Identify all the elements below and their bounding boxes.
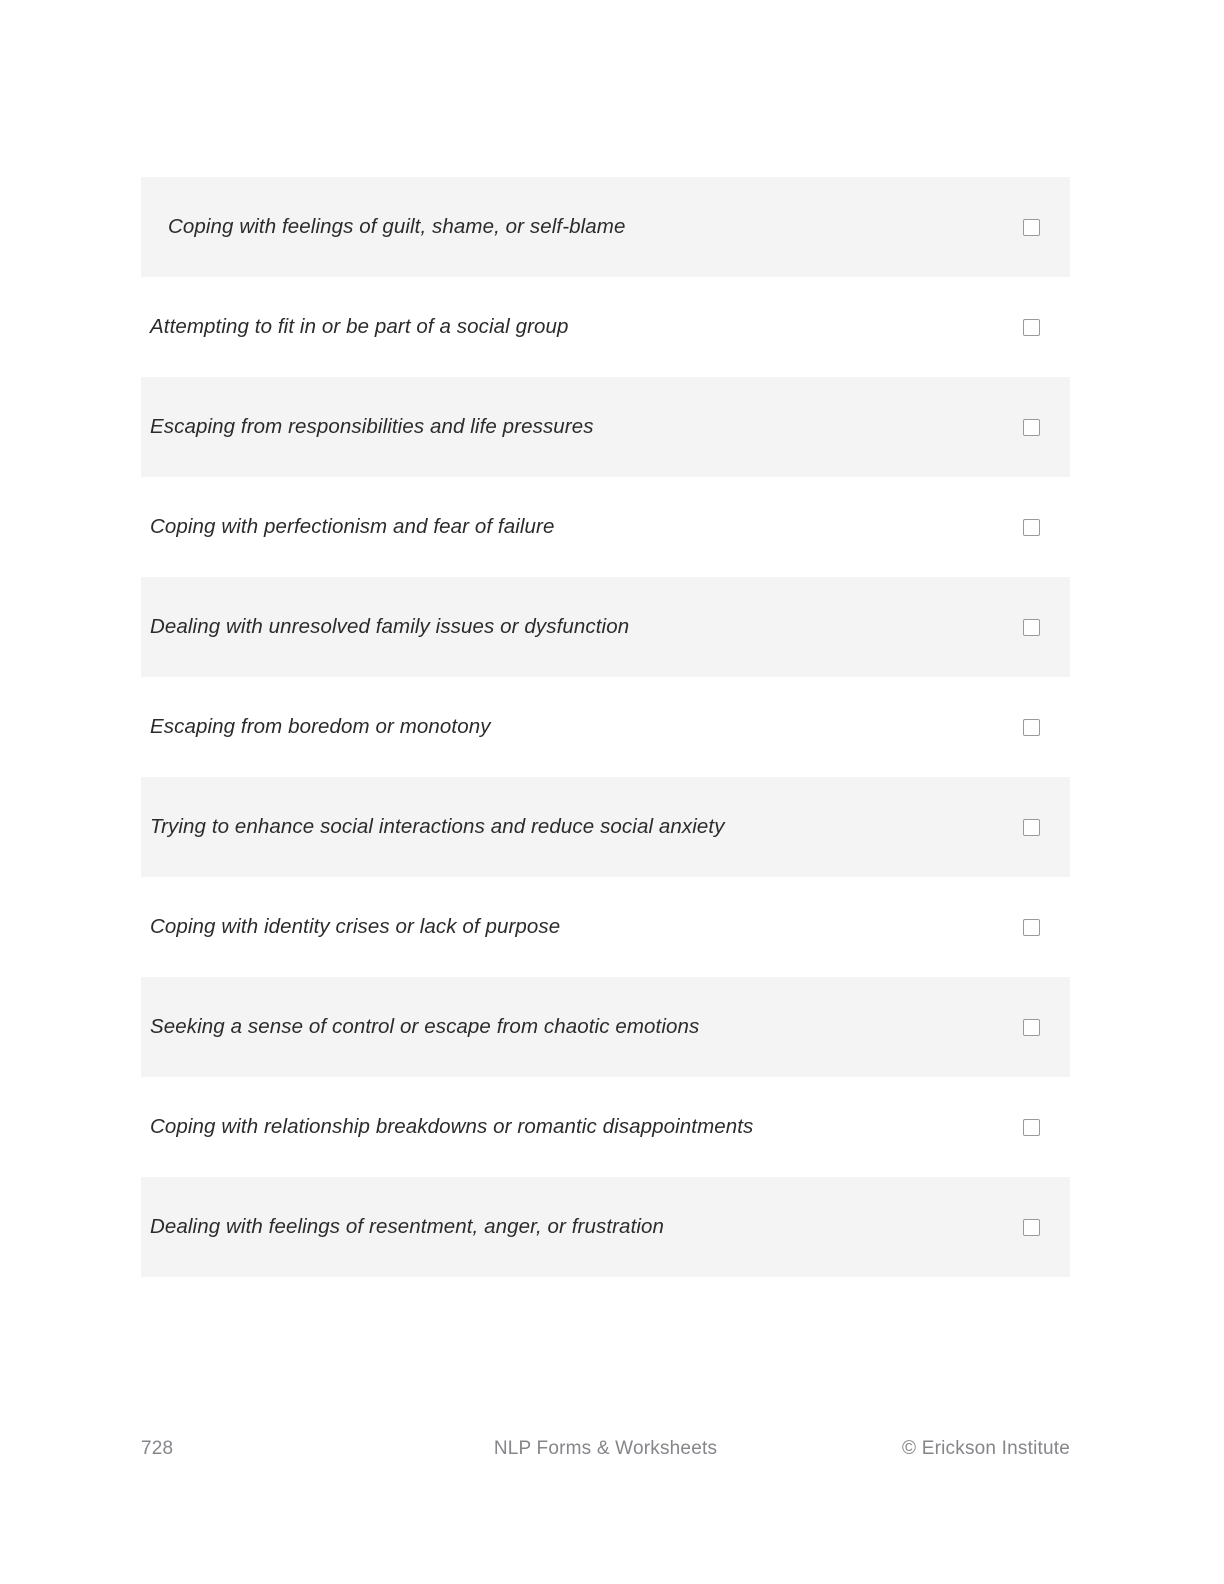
checkbox-icon[interactable] <box>1023 619 1040 636</box>
footer-page-number: 728 <box>141 1438 174 1459</box>
checklist <box>141 177 1070 1277</box>
checklist-row[interactable] <box>141 1077 1070 1177</box>
checkbox-icon[interactable] <box>1023 419 1040 436</box>
checkbox-icon[interactable] <box>1023 919 1040 936</box>
footer-copyright: © Erickson Institute <box>902 1438 1070 1459</box>
checklist-row[interactable] <box>141 477 1070 577</box>
checkbox-icon[interactable] <box>1023 1019 1040 1036</box>
checkbox-icon[interactable] <box>1023 319 1040 336</box>
checklist-row-label: Coping with feelings of guilt, shame, or self-blame <box>168 214 626 238</box>
checkbox-icon[interactable] <box>1023 219 1040 236</box>
checklist-row-label: Seeking a sense of control or escape from chaotic emotions <box>150 1014 700 1038</box>
checklist-row-label: Dealing with unresolved family issues or dysfunction <box>150 614 630 638</box>
page-footer <box>141 1434 1070 1464</box>
checkbox-icon[interactable] <box>1023 719 1040 736</box>
checkbox-icon[interactable] <box>1023 1219 1040 1236</box>
checkbox-icon[interactable] <box>1023 1119 1040 1136</box>
checklist-row-label: Coping with perfectionism and fear of failure <box>150 514 555 538</box>
checklist-row-label: Escaping from responsibilities and life pressures <box>150 414 594 438</box>
checklist-row[interactable] <box>141 177 1070 277</box>
footer-title: NLP Forms & Worksheets <box>493 1438 718 1459</box>
checklist-row[interactable] <box>141 377 1070 477</box>
checklist-row-label: Escaping from boredom or monotony <box>150 714 491 738</box>
checklist-row-label: Dealing with feelings of resentment, anger, or frustration <box>150 1214 665 1238</box>
checklist-row[interactable] <box>141 1177 1070 1277</box>
checkbox-icon[interactable] <box>1023 819 1040 836</box>
checkbox-icon[interactable] <box>1023 519 1040 536</box>
checklist-row-label: Coping with relationship breakdowns or romantic disappointments <box>150 1114 754 1138</box>
checklist-row-label: Coping with identity crises or lack of purpose <box>150 914 561 938</box>
checklist-row[interactable] <box>141 977 1070 1077</box>
checklist-row[interactable] <box>141 777 1070 877</box>
checklist-row-label: Trying to enhance social interactions and reduce social anxiety <box>150 814 725 838</box>
checklist-row[interactable] <box>141 277 1070 377</box>
checklist-row[interactable] <box>141 577 1070 677</box>
checklist-row[interactable] <box>141 677 1070 777</box>
checklist-row[interactable] <box>141 877 1070 977</box>
checklist-row-label: Attempting to fit in or be part of a social group <box>150 314 569 338</box>
